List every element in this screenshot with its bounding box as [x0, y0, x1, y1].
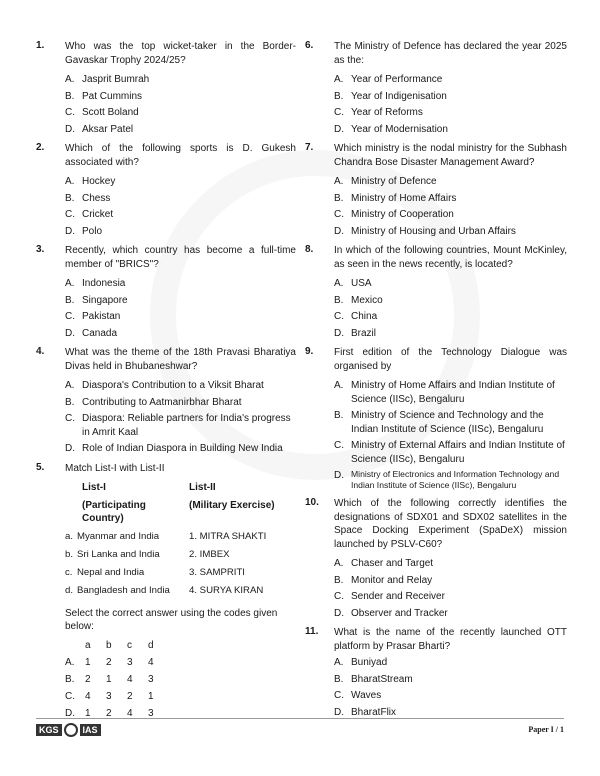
- list2-subheading: (Military Exercise): [189, 500, 275, 511]
- question-4: [36, 346, 296, 456]
- option-text: Ministry of Science and Technology and the Indian Institute of Science (IISc), Bengaluru: [351, 410, 544, 435]
- option-text: Ministry of Home Affairs: [351, 192, 457, 204]
- question-number: 4.: [36, 346, 45, 357]
- code-letter: A.: [65, 657, 75, 668]
- code-option[interactable]: C. 4 3 2 1: [65, 691, 154, 702]
- option[interactable]: [65, 327, 296, 341]
- option[interactable]: [334, 656, 567, 670]
- option-text: BharatStream: [351, 673, 413, 685]
- question-2: [36, 142, 296, 238]
- question-number: 10.: [305, 497, 319, 508]
- options: [65, 277, 296, 340]
- option-text: Ministry of Defence: [351, 176, 437, 187]
- options: [334, 73, 567, 136]
- option-text: Aksar Patel: [82, 123, 134, 135]
- row-exercise: 4. SURYA KIRAN: [189, 585, 264, 596]
- question-6: [305, 40, 567, 136]
- question-number: 5.: [36, 461, 45, 473]
- row-letter: c.: [65, 567, 73, 578]
- option-text: Jasprit Bumrah: [82, 74, 150, 85]
- match-row: [65, 548, 296, 561]
- options: [334, 379, 567, 491]
- option-letter: A.: [334, 558, 344, 569]
- option-letter: D.: [334, 123, 344, 135]
- option[interactable]: [65, 175, 296, 189]
- option-letter: A.: [334, 74, 344, 85]
- option-letter: B.: [65, 192, 75, 204]
- option[interactable]: [65, 73, 296, 87]
- option[interactable]: [334, 379, 567, 406]
- question-10: [305, 497, 567, 620]
- left-column: [36, 40, 296, 726]
- option-letter: C.: [65, 311, 75, 322]
- option[interactable]: [334, 590, 567, 604]
- option-letter: D.: [334, 327, 344, 339]
- logo-left: KGS: [36, 724, 62, 736]
- option-text: Year of Modernisation: [351, 123, 448, 135]
- option[interactable]: [334, 310, 567, 324]
- option-text: Year of Performance: [351, 74, 443, 85]
- option[interactable]: [334, 175, 567, 189]
- option-text: Singapore: [82, 294, 128, 306]
- row-exercise: 3. SAMPRITI: [189, 567, 245, 578]
- question-text: Which of the following correctly identifies the designations of SDX01 and SDX02 satellites in the Space Docking Experiment (SpaDeX) mission launched by PSLV-C60?: [334, 498, 567, 550]
- option[interactable]: [334, 689, 567, 703]
- option-letter: D.: [334, 225, 344, 237]
- question-number: 8.: [305, 244, 314, 255]
- question-text: The Ministry of Defence has declared the year 2025 as the:: [334, 41, 567, 66]
- option-letter: A.: [334, 176, 344, 187]
- question-9: [305, 346, 567, 491]
- option-text: Diaspora's Contribution to a Viksit Bharat: [82, 380, 264, 391]
- option-text: Chess: [82, 192, 111, 204]
- option-letter: C.: [334, 690, 344, 701]
- option-letter: C.: [334, 440, 344, 451]
- option-text: Diaspora: Reliable partners for India's progress in Amrit Kaal: [82, 413, 291, 438]
- option[interactable]: [65, 294, 296, 308]
- option[interactable]: [334, 409, 567, 436]
- option-letter: D.: [334, 706, 344, 718]
- option[interactable]: [334, 706, 567, 720]
- question-text: Who was the top wicket-taker in the Border-Gavaskar Trophy 2024/25?: [65, 41, 296, 66]
- option-letter: D.: [334, 470, 344, 481]
- option-letter: B.: [65, 396, 75, 408]
- option-letter: B.: [334, 90, 344, 102]
- option-text: Monitor and Relay: [351, 574, 433, 586]
- option[interactable]: [65, 192, 296, 206]
- option[interactable]: [334, 192, 567, 206]
- option-text: Brazil: [351, 327, 377, 339]
- option-letter: A.: [65, 176, 75, 187]
- option-text: Indonesia: [82, 278, 126, 289]
- option-text: Year of Indigenisation: [351, 90, 447, 102]
- option-letter: C.: [65, 413, 75, 424]
- option[interactable]: [334, 673, 567, 687]
- question-text: Which of the following sports is D. Gukesh associated with?: [65, 143, 296, 168]
- option[interactable]: [334, 73, 567, 87]
- codes-header: [65, 639, 296, 652]
- match-row: [65, 530, 296, 543]
- option-letter: B.: [334, 410, 344, 421]
- option-text: Ministry of External Affairs and Indian Institute of Science (IISc), Bengaluru: [351, 440, 565, 465]
- option-letter: A.: [65, 380, 75, 391]
- option[interactable]: [65, 379, 296, 393]
- question-text: Which ministry is the nodal ministry for the Subhash Chandra Bose Disaster Management Award?: [334, 143, 567, 168]
- code-letter: C.: [65, 691, 75, 702]
- option[interactable]: [334, 469, 567, 491]
- option-letter: C.: [334, 311, 344, 322]
- globe-icon: [64, 723, 78, 737]
- option-text: Chaser and Target: [351, 558, 434, 569]
- question-text: Match List-I with List-II: [65, 462, 165, 474]
- option[interactable]: [334, 439, 567, 466]
- match-row: [65, 566, 296, 579]
- question-number: 7.: [305, 142, 314, 153]
- option-letter: A.: [334, 657, 344, 668]
- option-text: Hockey: [82, 176, 116, 187]
- page-number: Paper I / 1: [528, 725, 564, 734]
- right-column: [305, 40, 567, 725]
- question-text: In which of the following countries, Mount McKinley, as seen in the news recently, is located?: [334, 245, 567, 270]
- question-number: 6.: [305, 40, 314, 51]
- question-number: 9.: [305, 346, 314, 357]
- option[interactable]: [65, 225, 296, 239]
- question-number: 3.: [36, 244, 45, 255]
- option-text: Observer and Tracker: [351, 607, 448, 619]
- question-number: 11.: [305, 626, 319, 637]
- row-country: Bangladesh and India: [77, 585, 170, 596]
- option[interactable]: [334, 208, 567, 222]
- option-text: Canada: [82, 327, 118, 339]
- option[interactable]: [65, 208, 296, 222]
- option[interactable]: [334, 294, 567, 308]
- option[interactable]: [334, 557, 567, 571]
- option[interactable]: [334, 225, 567, 239]
- options: [65, 379, 296, 456]
- row-country: Myanmar and India: [77, 531, 160, 542]
- option-letter: B.: [334, 294, 344, 306]
- option[interactable]: [65, 106, 296, 120]
- row-letter: a.: [65, 531, 74, 542]
- option[interactable]: [334, 123, 567, 137]
- row-country: Nepal and India: [77, 567, 145, 578]
- question-text: Recently, which country has become a full-time member of "BRICS"?: [65, 245, 296, 270]
- code-option[interactable]: B. 2 1 4 3: [65, 674, 154, 685]
- options: [65, 73, 296, 136]
- option-letter: D.: [65, 327, 75, 339]
- option-text: Ministry of Home Affairs and Indian Institute of Science (IISc), Bengaluru: [351, 380, 555, 405]
- option[interactable]: [65, 412, 296, 439]
- match-header: [65, 481, 296, 525]
- option[interactable]: [334, 327, 567, 341]
- option-letter: C.: [334, 591, 344, 602]
- list1-subheading: (Participating Country): [82, 500, 146, 524]
- question-5: [36, 462, 296, 721]
- option-text: Waves: [351, 690, 382, 701]
- code-option[interactable]: A. 1 2 3 4: [65, 657, 154, 668]
- codes-intro: Select the correct answer using the codes given below:: [65, 608, 278, 632]
- option[interactable]: [65, 310, 296, 324]
- option-text: Role of Indian Diaspora in Building New India: [82, 443, 283, 454]
- codes-col: a: [85, 640, 91, 651]
- code-letter: D.: [65, 708, 75, 719]
- option-text: Pat Cummins: [82, 90, 143, 102]
- option-text: Polo: [82, 225, 103, 237]
- options: [334, 656, 567, 719]
- option[interactable]: [334, 607, 567, 621]
- option[interactable]: [334, 90, 567, 104]
- option-text: USA: [351, 278, 372, 289]
- option-text: Contributing to Aatmanirbhar Bharat: [82, 396, 242, 408]
- option[interactable]: [65, 442, 296, 456]
- option-text: Scott Boland: [82, 107, 139, 118]
- question-7: [305, 142, 567, 238]
- option-letter: B.: [334, 192, 344, 204]
- option-text: Sender and Receiver: [351, 591, 445, 602]
- question-text: What is the name of the recently launched OTT platform by Prasar Bharti?: [334, 627, 567, 652]
- option-letter: C.: [65, 107, 75, 118]
- row-exercise: 1. MITRA SHAKTI: [189, 531, 267, 542]
- question-11: [305, 626, 567, 719]
- question-text: What was the theme of the 18th Pravasi Bharatiya Divas held in Bhubaneshwar?: [65, 347, 296, 372]
- option[interactable]: [65, 277, 296, 291]
- codes-col: d: [148, 640, 154, 651]
- option-letter: D.: [65, 225, 75, 237]
- row-country: Sri Lanka and India: [77, 549, 160, 560]
- codes-col: b: [106, 640, 112, 651]
- options: [334, 557, 567, 620]
- row-letter: b.: [65, 549, 74, 560]
- option-text: Ministry of Cooperation: [351, 209, 454, 220]
- footer-logo: [36, 723, 101, 737]
- question-text: First edition of the Technology Dialogue was organised by: [334, 347, 567, 372]
- option-text: Buniyad: [351, 657, 388, 668]
- options: [65, 175, 296, 238]
- row-letter: d.: [65, 585, 74, 596]
- option[interactable]: [65, 90, 296, 104]
- option-letter: B.: [65, 90, 75, 102]
- option-letter: A.: [65, 278, 75, 289]
- option-letter: A.: [334, 380, 344, 391]
- option-text: Ministry of Electronics and Information Technology and Indian Institute of Science (IISc), Bengaluru: [351, 469, 560, 490]
- list1-heading: List-I: [82, 482, 106, 493]
- option[interactable]: [65, 123, 296, 137]
- option-text: Year of Reforms: [351, 107, 423, 118]
- option-letter: A.: [65, 74, 75, 85]
- match-row: [65, 584, 296, 597]
- option-text: Pakistan: [82, 311, 121, 322]
- option-text: Cricket: [82, 209, 114, 220]
- option-letter: C.: [334, 107, 344, 118]
- codes-table: [65, 639, 296, 720]
- option[interactable]: [65, 396, 296, 410]
- option-text: BharatFlix: [351, 706, 397, 718]
- question-3: [36, 244, 296, 340]
- options: [334, 175, 567, 238]
- question-1: [36, 40, 296, 136]
- option-text: Ministry of Housing and Urban Affairs: [351, 225, 516, 237]
- question-number: 1.: [36, 40, 45, 51]
- question-8: [305, 244, 567, 340]
- option-letter: B.: [334, 574, 344, 586]
- option-letter: A.: [334, 278, 344, 289]
- option-letter: D.: [334, 607, 344, 619]
- code-letter: B.: [65, 674, 75, 685]
- question-number: 2.: [36, 142, 45, 153]
- option-text: Mexico: [351, 294, 383, 306]
- option-letter: D.: [65, 443, 75, 454]
- option[interactable]: [334, 574, 567, 588]
- option-text: China: [351, 311, 378, 322]
- option[interactable]: [334, 106, 567, 120]
- option-letter: C.: [334, 209, 344, 220]
- option-letter: D.: [65, 123, 75, 135]
- options: [334, 277, 567, 340]
- option-letter: B.: [65, 294, 75, 306]
- footer-divider: [36, 718, 564, 719]
- row-exercise: 2. IMBEX: [189, 549, 230, 560]
- option-letter: C.: [65, 209, 75, 220]
- code-option[interactable]: D. 1 2 4 3: [65, 708, 154, 719]
- list2-heading: List-II: [189, 482, 216, 493]
- match-table: [65, 481, 296, 597]
- option[interactable]: [334, 277, 567, 291]
- logo-right: IAS: [80, 724, 101, 736]
- codes-col: c: [127, 640, 132, 651]
- option-letter: B.: [334, 673, 344, 685]
